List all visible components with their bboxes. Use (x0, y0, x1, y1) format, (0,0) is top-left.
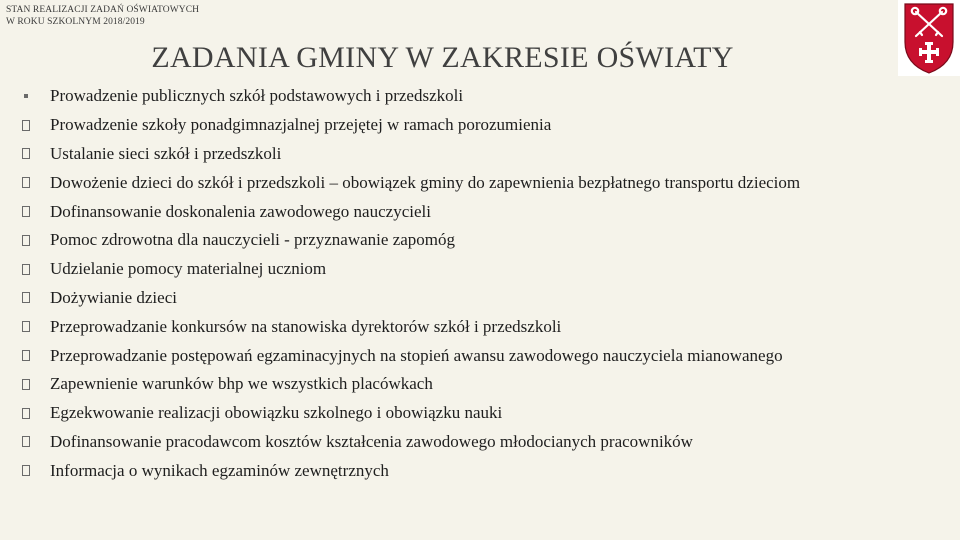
coat-of-arms (898, 0, 960, 76)
list-item (22, 111, 800, 140)
box-bullet-icon (22, 321, 50, 332)
list-item-text: Ustalanie sieci szkół i przedszkoli (50, 143, 282, 163)
box-bullet-icon (22, 408, 50, 419)
list-item (22, 456, 800, 485)
box-bullet-icon (22, 148, 50, 159)
box-bullet-icon (22, 436, 50, 447)
box-bullet-icon (22, 465, 50, 476)
list-item-text: Prowadzenie publicznych szkół podstawowych i przedszkoli (50, 86, 464, 106)
list-item-text: Dofinansowanie doskonalenia zawodowego nauczycieli (50, 201, 431, 221)
box-bullet-icon (22, 235, 50, 246)
list-item-text: Dowożenie dzieci do szkół i przedszkoli – obowiązek gminy do zapewnienia bezpłatnego transportu dzieciom (50, 172, 801, 192)
list-item-text: Zapewnienie warunków bhp we wszystkich placówkach (50, 374, 433, 394)
box-bullet-icon (22, 350, 50, 361)
list-item-text: Informacja o wynikach egzaminów zewnętrznych (50, 460, 389, 480)
list-item (22, 255, 800, 284)
list-item (22, 168, 800, 197)
list-item-text: Dofinansowanie pracodawcom kosztów kształcenia zawodowego młodocianych pracowników (50, 431, 693, 451)
list-item (22, 428, 800, 457)
box-bullet-icon (22, 206, 50, 217)
list-item-text: Przeprowadzanie postępowań egzaminacyjnych na stopień awansu zawodowego nauczyciela mianowanego (50, 345, 783, 365)
header-line-2: W ROKU SZKOLNYM 2018/2019 (6, 17, 145, 27)
list-item-text: Udzielanie pomocy materialnej uczniom (50, 259, 327, 279)
list-item (22, 284, 800, 313)
list-item (22, 197, 800, 226)
box-bullet-icon (22, 264, 50, 275)
header-note (6, 4, 199, 28)
list-item (22, 312, 800, 341)
coat-of-arms-icon (898, 0, 960, 76)
list-item-text: Przeprowadzanie konkursów na stanowiska dyrektorów szkół i przedszkoli (50, 316, 562, 336)
list-item (22, 341, 800, 370)
list-item (22, 82, 800, 111)
box-bullet-icon (22, 120, 50, 131)
list-item (22, 226, 800, 255)
box-bullet-icon (22, 292, 50, 303)
box-bullet-icon (22, 379, 50, 390)
task-list (22, 82, 800, 485)
list-item-text: Egzekwowanie realizacji obowiązku szkolnego i obowiązku nauki (50, 403, 503, 423)
header-line-1: STAN REALIZACJI ZADAŃ OŚWIATOWYCH (6, 5, 200, 15)
list-item-text: Prowadzenie szkoły ponadgimnazjalnej przejętej w ramach porozumienia (50, 115, 552, 135)
list-item (22, 370, 800, 399)
list-item-text: Pomoc zdrowotna dla nauczycieli - przyznawanie zapomóg (50, 230, 456, 250)
list-item-text: Dożywianie dzieci (50, 287, 177, 307)
box-bullet-icon (22, 177, 50, 188)
square-bullet-icon (22, 94, 50, 98)
list-item (22, 399, 800, 428)
list-item (22, 140, 800, 169)
page-title: ZADANIA GMINY W ZAKRESIE OŚWIATY (151, 41, 734, 74)
